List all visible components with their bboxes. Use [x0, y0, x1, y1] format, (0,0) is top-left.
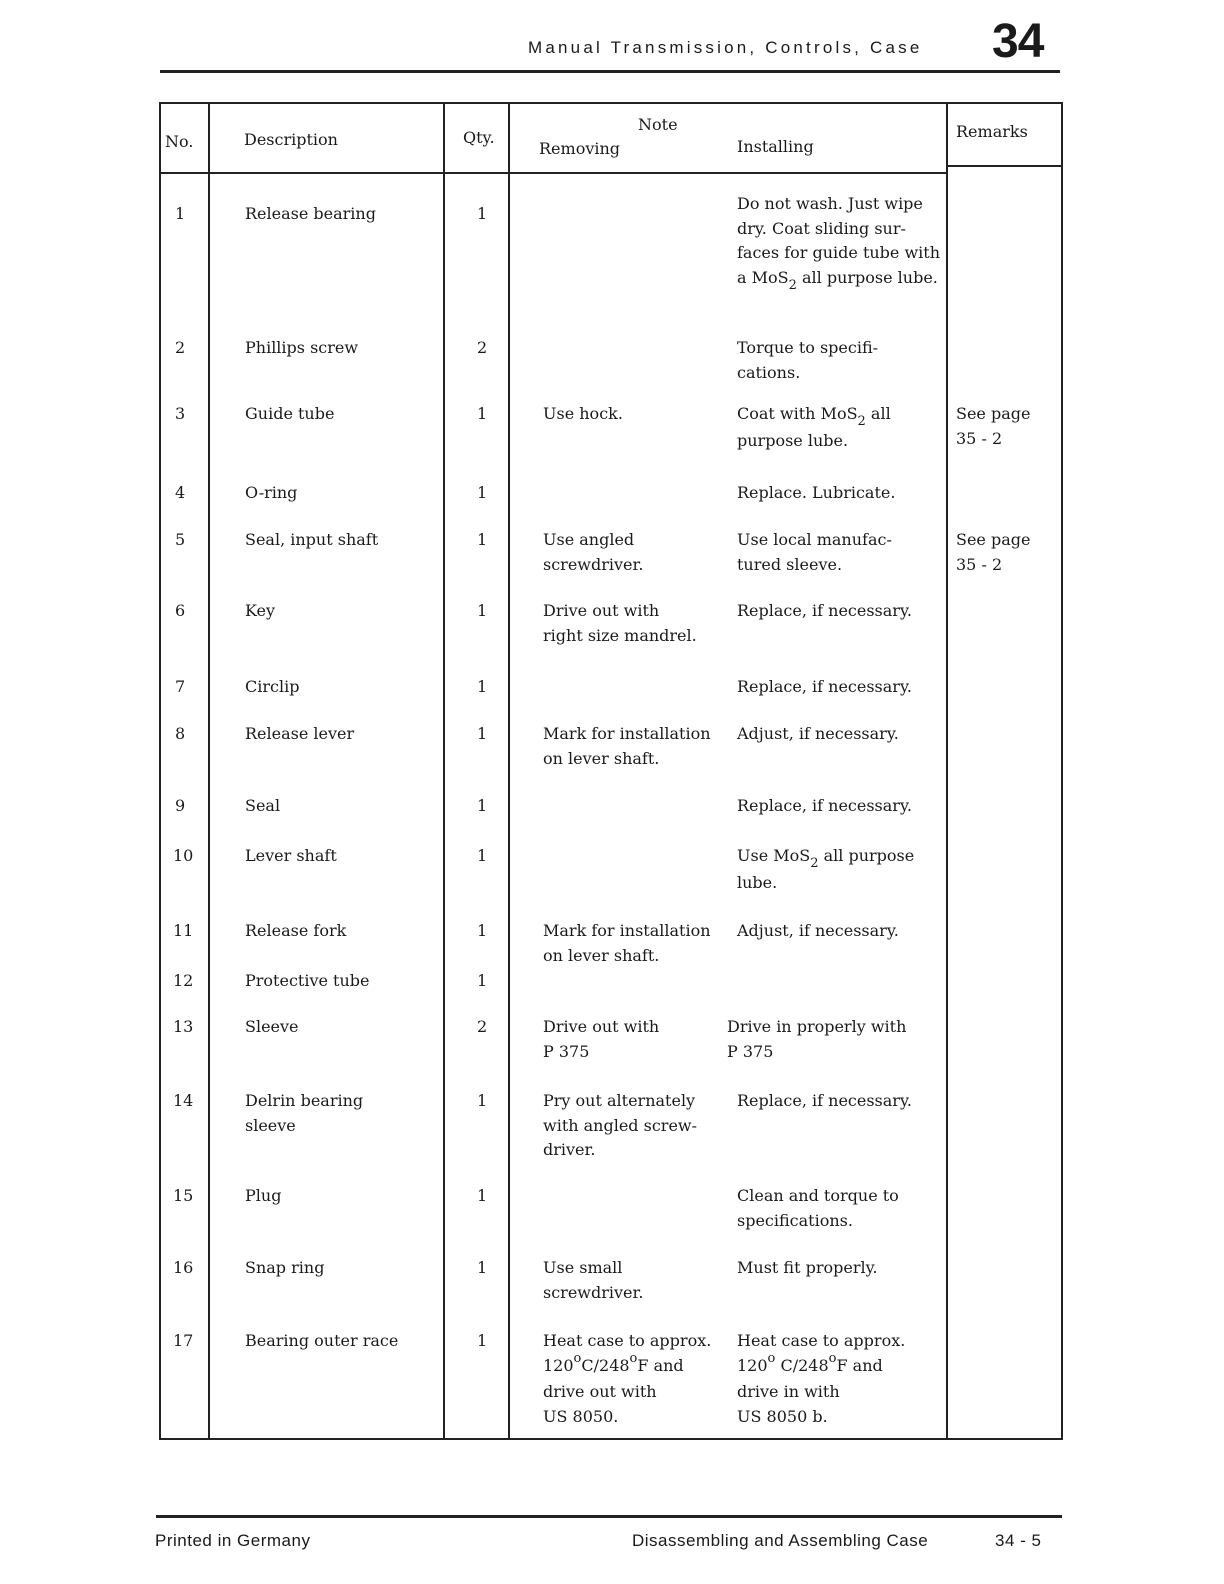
cell-remarks — [956, 402, 1030, 451]
cell-no: 17 — [173, 1331, 194, 1350]
cell-removing — [543, 1256, 643, 1305]
installing-line: Clean and torque to — [737, 1186, 899, 1205]
installing-line: Must fit properly. — [737, 1258, 878, 1277]
description-line: Phillips screw — [245, 338, 359, 357]
description-line: Guide tube — [245, 404, 335, 423]
description-line: Seal, input shaft — [245, 530, 379, 549]
description-line: Plug — [245, 1186, 282, 1205]
cell-no: 3 — [175, 404, 186, 423]
removing-line: US 8050. — [543, 1406, 619, 1426]
installing-line: Use MoS$_2$ all purpose — [737, 846, 915, 871]
cell-qty: 1 — [477, 1091, 488, 1110]
description-line: Key — [245, 601, 276, 620]
cell-qty: 1 — [477, 1186, 488, 1205]
cell-qty: 2 — [477, 338, 488, 357]
description-line: Sleeve — [245, 1017, 299, 1036]
removing-line: Pry out alternately — [543, 1091, 696, 1110]
removing-line: screwdriver. — [543, 554, 644, 574]
installing-line: Drive in properly with — [727, 1017, 907, 1036]
cell-no: 2 — [175, 338, 186, 357]
cell-qty: 1 — [477, 404, 488, 423]
cell-no: 4 — [175, 483, 186, 502]
cell-qty: 1 — [477, 724, 488, 743]
cell-qty: 1 — [477, 677, 488, 696]
cell-no: 10 — [173, 846, 194, 865]
cell-removing — [543, 919, 711, 968]
footer-rule — [156, 1515, 1062, 1518]
removing-line: Drive out with — [543, 1017, 660, 1036]
cell-description — [245, 481, 297, 506]
installing-line: Use local manufac- — [737, 530, 892, 549]
installing-line: dry. Coat sliding sur- — [737, 218, 906, 238]
cell-installing — [737, 1256, 878, 1281]
cell-qty: 1 — [477, 796, 488, 815]
column-divider — [508, 104, 510, 1438]
cell-installing — [737, 599, 912, 624]
description-line: Seal — [245, 796, 281, 815]
cell-description — [245, 794, 280, 819]
removing-line: P 375 — [543, 1041, 590, 1061]
cell-no: 5 — [175, 530, 186, 549]
cell-installing — [737, 1089, 912, 1114]
cell-no: 1 — [175, 204, 186, 223]
removing-line: Use hock. — [543, 404, 623, 423]
removing-line: screwdriver. — [543, 1282, 644, 1302]
removing-line: Heat case to approx. — [543, 1331, 712, 1350]
cell-qty: 1 — [477, 204, 488, 223]
cell-description — [245, 402, 334, 427]
description-line: Lever shaft — [245, 846, 337, 865]
cell-removing — [543, 599, 697, 648]
footer-section-title: Disassembling and Assembling Case — [632, 1531, 929, 1550]
installing-line: Replace. Lubricate. — [737, 483, 896, 502]
cell-installing — [737, 722, 899, 747]
installing-line: faces for guide tube with — [737, 243, 941, 262]
cell-description — [245, 336, 358, 361]
cell-no: 12 — [173, 971, 194, 990]
description-line: Circlip — [245, 677, 300, 696]
superscript: o — [828, 1350, 837, 1366]
subscript: 2 — [857, 414, 866, 429]
header-rule — [160, 70, 1060, 73]
removing-line: driver. — [543, 1140, 596, 1159]
installing-line: Replace, if necessary. — [737, 796, 912, 815]
cell-no: 8 — [175, 724, 186, 743]
header-divider — [947, 165, 1061, 167]
cell-description — [245, 1184, 281, 1209]
cell-description — [245, 969, 370, 994]
page-number: 34 - 5 — [995, 1531, 1042, 1550]
cell-installing — [737, 192, 940, 292]
installing-line: specifications. — [737, 1210, 853, 1230]
removing-line: on lever shaft. — [543, 945, 660, 965]
remarks-line: 35 - 2 — [956, 554, 1003, 574]
removing-line: right size mandrel. — [543, 625, 697, 645]
removing-line: Use angled — [543, 530, 635, 549]
superscript: o — [629, 1350, 638, 1366]
cell-description — [245, 1089, 363, 1138]
description-line: Release fork — [245, 921, 347, 940]
header-note: Note — [638, 115, 678, 134]
installing-line: tured sleeve. — [737, 554, 843, 574]
header-removing: Removing — [539, 139, 621, 158]
removing-line: on lever shaft. — [543, 748, 660, 768]
remarks-line: See page — [956, 530, 1031, 549]
removing-line: Mark for installation — [543, 921, 711, 940]
installing-line: US 8050 b. — [737, 1406, 828, 1426]
column-divider — [946, 104, 948, 1438]
header-title: Manual Transmission, Controls, Case — [528, 38, 923, 57]
removing-line: with angled screw- — [543, 1115, 698, 1135]
cell-qty: 1 — [477, 530, 488, 549]
cell-description — [245, 919, 346, 944]
installing-line: 120$^o$ C/248$^o$F and — [737, 1350, 883, 1375]
description-line: Protective tube — [245, 971, 370, 990]
cell-removing — [543, 402, 623, 427]
cell-qty: 1 — [477, 601, 488, 620]
cell-remarks — [956, 528, 1030, 577]
installing-line: lube. — [737, 872, 778, 892]
cell-no: 9 — [175, 796, 186, 815]
installing-line: Adjust, if necessary. — [737, 724, 899, 743]
removing-line: Use small — [543, 1258, 623, 1277]
description-line: Snap ring — [245, 1258, 325, 1277]
cell-no: 16 — [173, 1258, 194, 1277]
installing-line: Replace, if necessary. — [737, 601, 912, 620]
cell-description — [245, 1015, 299, 1040]
cell-installing — [737, 844, 914, 895]
cell-qty: 1 — [477, 921, 488, 940]
subscript: 2 — [788, 277, 797, 293]
cell-qty: 2 — [477, 1017, 488, 1036]
cell-no: 6 — [175, 601, 186, 620]
cell-removing — [543, 1089, 697, 1163]
cell-installing — [737, 675, 912, 700]
parts-table — [159, 102, 1063, 1440]
description-line: Delrin bearing — [245, 1091, 364, 1110]
subscript: 2 — [810, 856, 819, 871]
header-no: No. — [165, 132, 194, 151]
cell-description — [245, 1329, 398, 1354]
installing-line: cations. — [737, 362, 801, 382]
removing-line: 120$^o$C/248$^o$F and — [543, 1350, 684, 1375]
cell-description — [245, 675, 299, 700]
installing-line: Heat case to approx. — [737, 1331, 906, 1350]
cell-installing — [737, 919, 899, 944]
cell-no: 13 — [173, 1017, 194, 1036]
cell-qty: 1 — [477, 483, 488, 502]
description-line: Bearing outer race — [245, 1331, 399, 1350]
removing-line: Mark for installation — [543, 724, 711, 743]
superscript: o — [767, 1350, 776, 1366]
remarks-line: 35 - 2 — [956, 428, 1003, 448]
cell-removing — [543, 528, 643, 577]
cell-installing — [737, 528, 892, 577]
cell-installing — [737, 481, 895, 506]
description-line: Release bearing — [245, 204, 376, 223]
installing-line: purpose lube. — [737, 430, 849, 450]
cell-description — [245, 722, 354, 747]
description-line: sleeve — [245, 1115, 296, 1135]
column-divider — [443, 104, 445, 1438]
installing-line: P 375 — [727, 1041, 774, 1061]
header-installing: Installing — [737, 137, 814, 156]
installing-line: Replace, if necessary. — [737, 677, 912, 696]
removing-line: drive out with — [543, 1382, 657, 1401]
installing-line: drive in with — [737, 1382, 840, 1401]
cell-removing — [543, 722, 711, 771]
installing-line: Coat with MoS$_2$ all — [737, 404, 891, 429]
cell-installing — [737, 402, 891, 453]
cell-no: 15 — [173, 1186, 194, 1205]
cell-removing — [543, 1329, 711, 1429]
header-qty: Qty. — [463, 128, 495, 147]
superscript: o — [573, 1350, 582, 1366]
description-line: O-ring — [245, 483, 298, 502]
cell-removing — [543, 1015, 659, 1064]
cell-no: 14 — [173, 1091, 194, 1110]
removing-line: Drive out with — [543, 601, 660, 620]
cell-installing — [727, 1015, 906, 1064]
cell-qty: 1 — [477, 971, 488, 990]
description-line: Release lever — [245, 724, 355, 743]
column-divider — [208, 104, 210, 1438]
cell-installing — [737, 794, 912, 819]
cell-installing — [737, 336, 878, 385]
installing-line: Adjust, if necessary. — [737, 921, 899, 940]
header-description: Description — [244, 130, 338, 149]
header-remarks: Remarks — [956, 122, 1028, 141]
footer-printed: Printed in Germany — [155, 1531, 311, 1550]
cell-qty: 1 — [477, 1258, 488, 1277]
header-divider — [161, 172, 947, 174]
cell-description — [245, 202, 376, 227]
cell-qty: 1 — [477, 1331, 488, 1350]
installing-line: Replace, if necessary. — [737, 1091, 912, 1110]
cell-description — [245, 528, 378, 553]
cell-description — [245, 1256, 324, 1281]
installing-line: Do not wash. Just wipe — [737, 194, 923, 213]
cell-installing — [737, 1329, 905, 1429]
cell-qty: 1 — [477, 846, 488, 865]
remarks-line: See page — [956, 404, 1031, 423]
section-number: 34 — [992, 15, 1044, 68]
installing-line: a MoS$_2$ all purpose lube. — [737, 267, 938, 293]
installing-line: Torque to specifi- — [737, 338, 879, 357]
cell-installing — [737, 1184, 899, 1233]
cell-no: 7 — [175, 677, 186, 696]
cell-no: 11 — [173, 921, 194, 940]
cell-description — [245, 844, 337, 869]
cell-description — [245, 599, 275, 624]
